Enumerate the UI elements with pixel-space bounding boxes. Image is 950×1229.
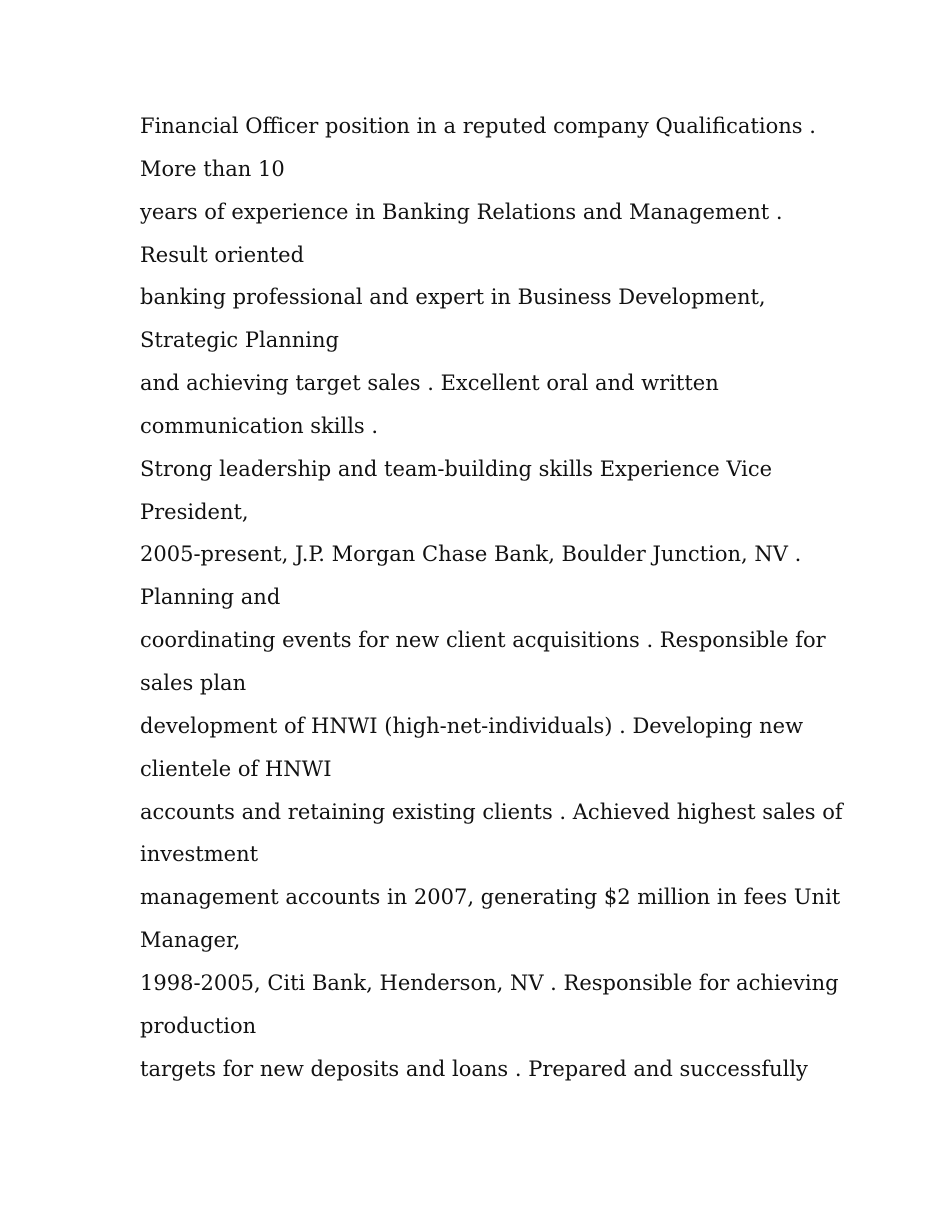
text-line-7: and achieving target sales . Excellent oral and written	[140, 371, 719, 396]
text-line-11: 2005-present, J.P. Morgan Chase Bank, Boulder Junction, NV .	[140, 542, 802, 567]
text-line-21: 1998-2005, Citi Bank, Henderson, NV . Responsible for achieving	[140, 970, 839, 995]
text-line-13: coordinating events for new client acquisitions . Responsible for	[140, 628, 826, 653]
text-line-17: accounts and retaining existing clients . Achieved highest sales of	[140, 799, 843, 824]
text-line-10: President,	[140, 499, 249, 524]
text-line-3: years of experience in Banking Relations and Management .	[140, 199, 783, 224]
text-line-1: Financial Officer position in a reputed company Qualifications .	[140, 114, 816, 138]
text-line-23: targets for new deposits and loans . Prepared and successfully	[140, 1056, 808, 1081]
text-line-20: Manager,	[140, 928, 241, 953]
text-line-5: banking professional and expert in Business Development,	[140, 285, 766, 310]
text-line-12: Planning and	[140, 585, 281, 610]
text-line-14: sales plan	[140, 670, 247, 695]
resume-text-body	[140, 105, 843, 1090]
text-line-9: Strong leadership and team-building skills Experience Vice	[140, 456, 773, 481]
text-line-19: management accounts in 2007, generating $2 million in fees Unit	[140, 885, 841, 910]
text-line-2: More than 10	[140, 156, 285, 181]
text-line-22: production	[140, 1013, 257, 1038]
text-line-4: Result oriented	[140, 242, 305, 267]
text-line-15: development of HNWI (high-net-individuals) . Developing new	[140, 713, 804, 738]
text-line-6: Strategic Planning	[140, 328, 339, 353]
text-line-16: clientele of HNWI	[140, 756, 332, 781]
text-line-18: investment	[140, 842, 259, 867]
text-line-8: communication skills .	[140, 413, 379, 438]
